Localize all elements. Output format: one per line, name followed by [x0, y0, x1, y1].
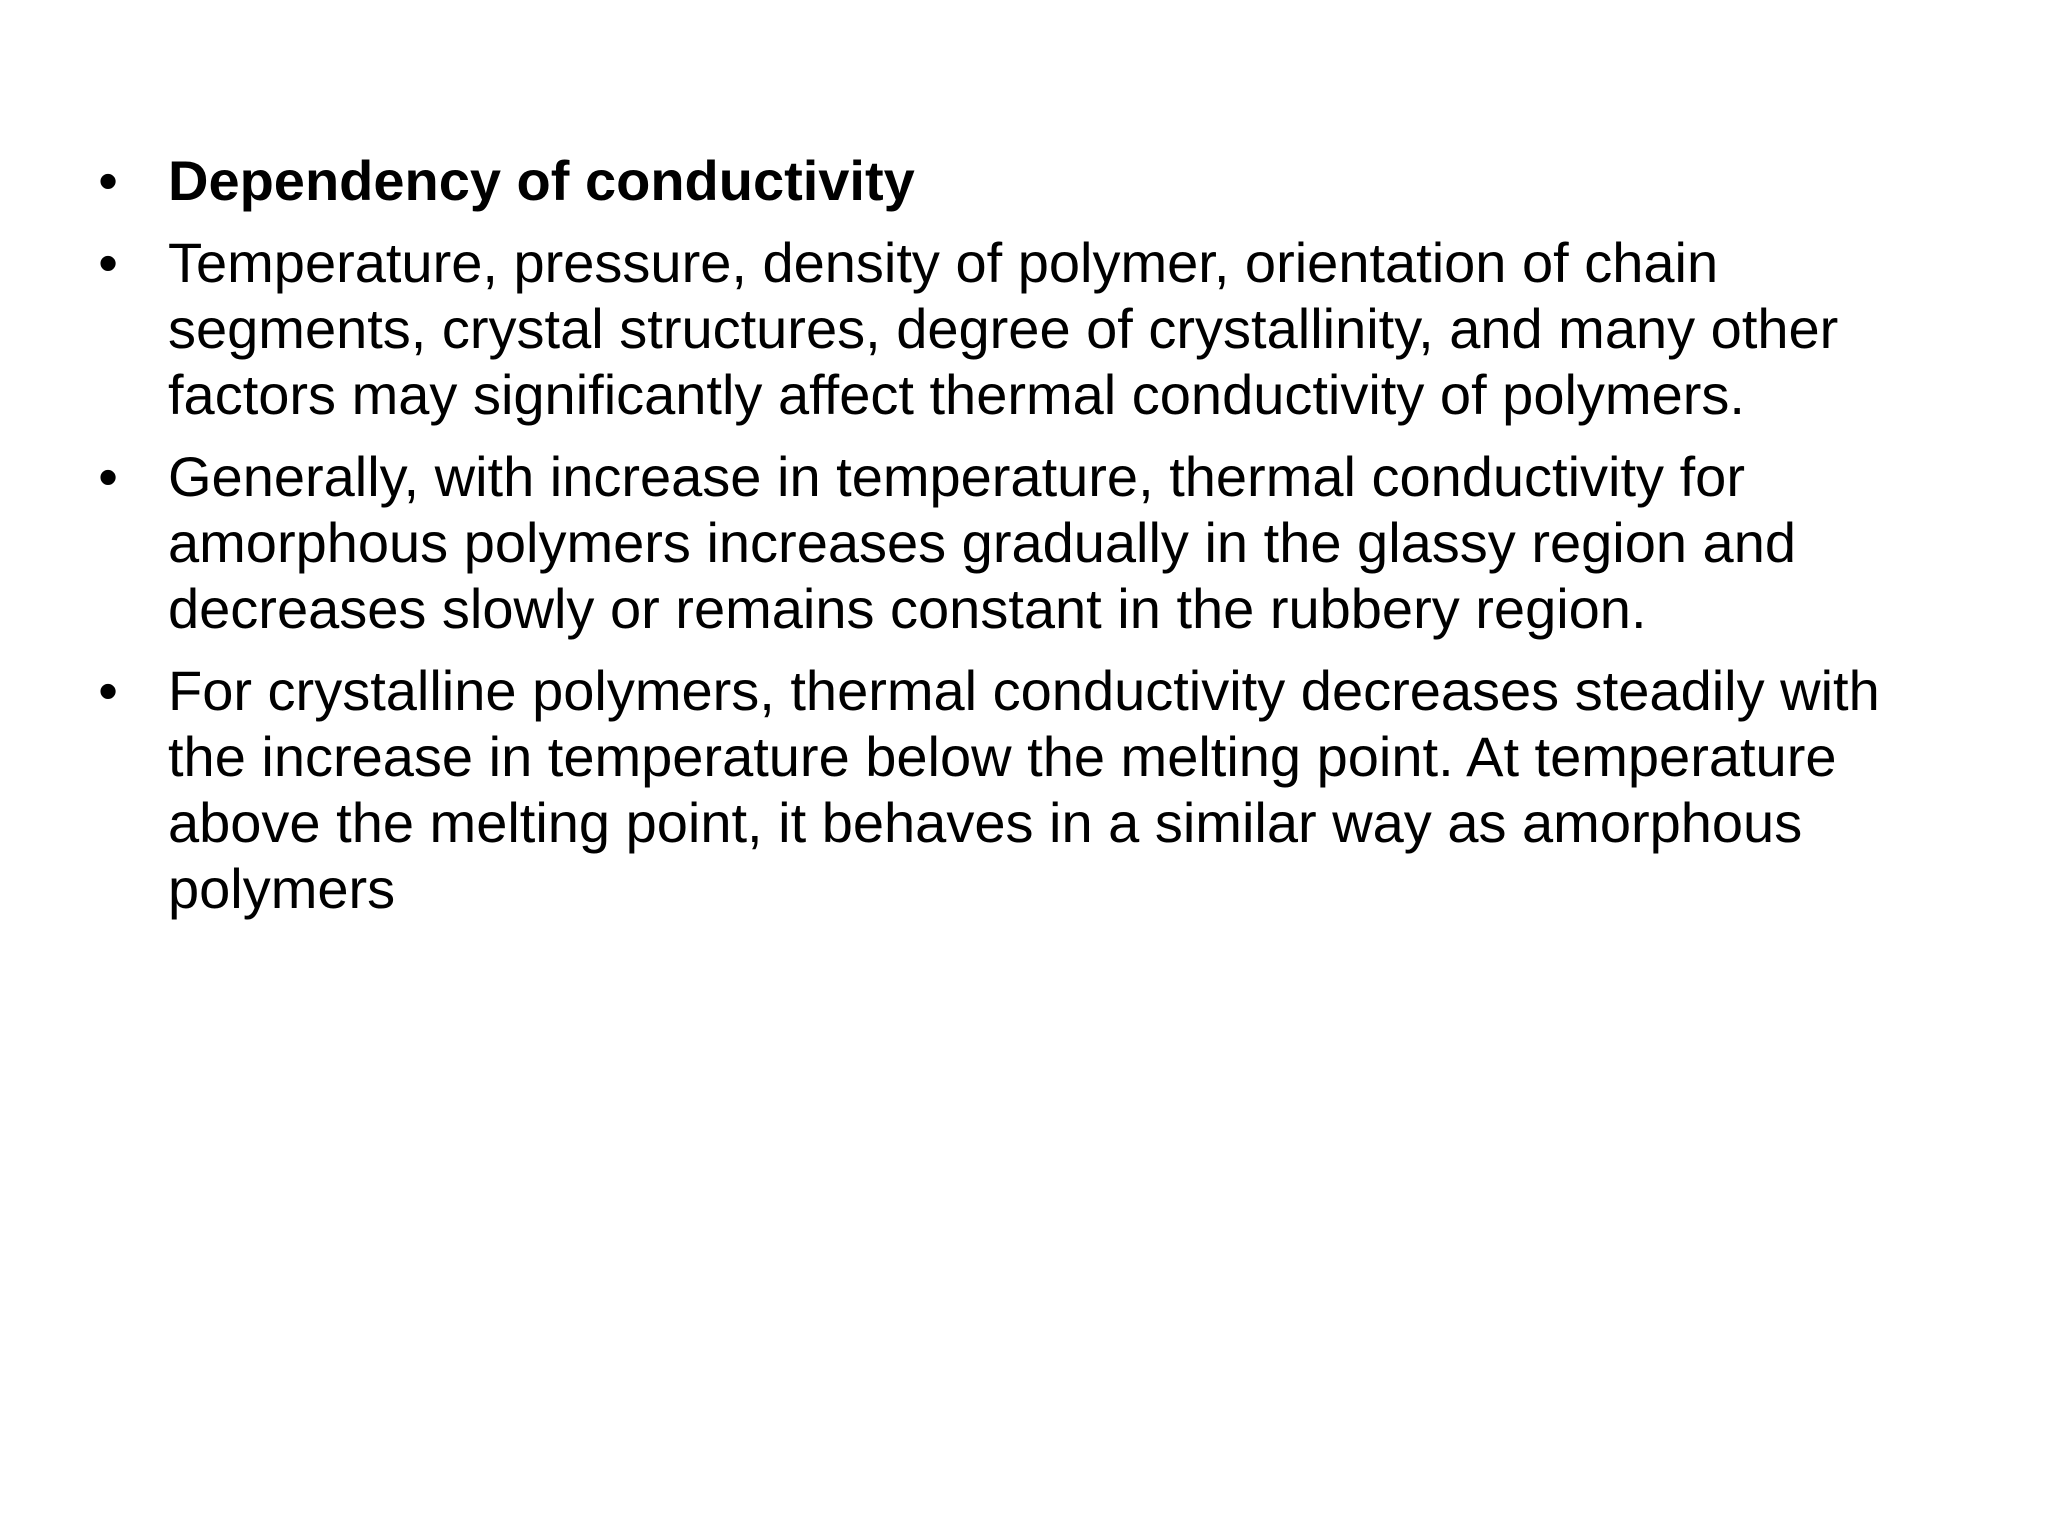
bullet-crystalline-text: For crystalline polymers, thermal conductivity decreases steadily with the increase in temperature below the melting point. At temperature above the melting point, it behaves in a similar way as amorphous polymers: [168, 659, 1880, 920]
bullet-list: [88, 148, 1968, 938]
bullet-factors-text: Temperature, pressure, density of polymer, orientation of chain segments, crystal structures, degree of crystallinity, and many other factors may significantly affect thermal conductivity of polymers.: [168, 231, 1839, 426]
bullet-item-amorphous: [88, 444, 1968, 642]
bullet-item-factors: [88, 230, 1968, 428]
bullet-icon: •: [98, 149, 118, 212]
bullet-amorphous-text: Generally, with increase in temperature, thermal conductivity for amorphous polymers increases gradually in the glassy region and decreases slowly or remains constant in the rubbery region.: [168, 445, 1796, 640]
bullet-icon: •: [98, 659, 118, 722]
bullet-item-crystalline: [88, 658, 1968, 922]
bullet-icon: •: [98, 231, 118, 294]
bullet-icon: •: [98, 445, 118, 508]
bullet-heading-text: Dependency of conductivity: [168, 149, 915, 212]
bullet-item-heading: [88, 148, 1968, 214]
